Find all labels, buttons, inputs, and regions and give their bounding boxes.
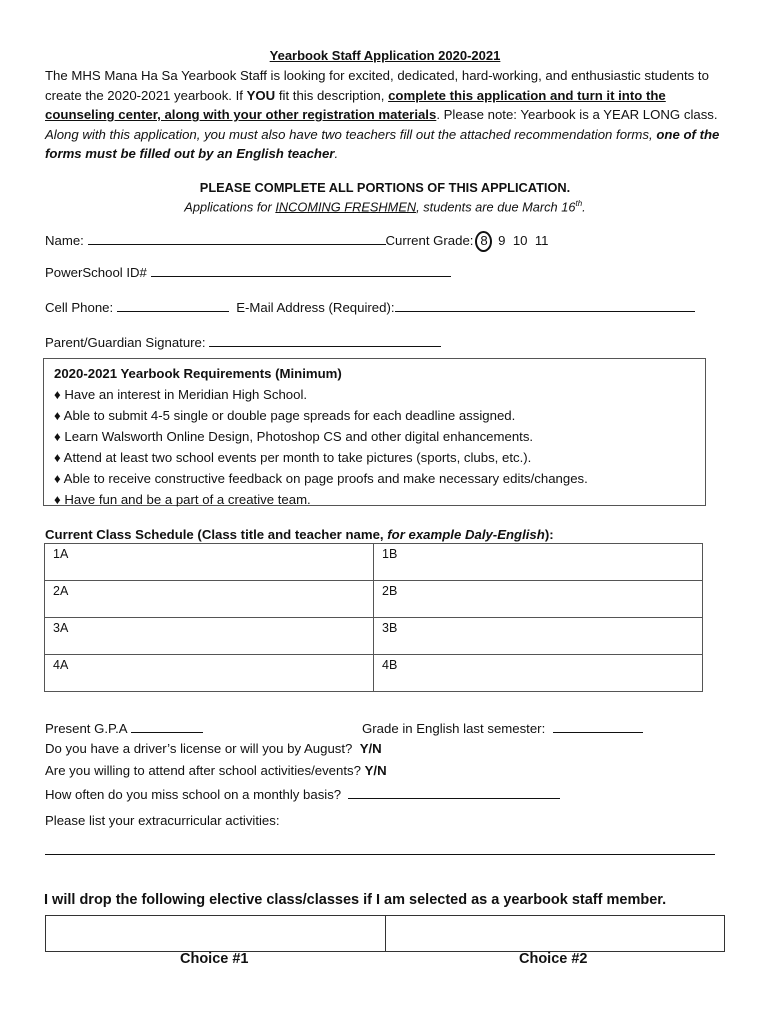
elective-choice-table [45,915,725,952]
miss-school-field[interactable] [348,785,560,799]
email-field[interactable] [395,298,695,312]
english-grade-field[interactable] [553,719,643,733]
elective-drop-heading: I will drop the following elective class/classes if I am selected as a yearbook staff member. [44,892,667,908]
schedule-cell-3b[interactable]: 3B [374,618,703,655]
english-grade-row [362,719,643,736]
license-row [45,741,382,756]
grade-option-9[interactable]: 9 [498,233,506,248]
gpa-row [45,719,203,736]
extracurricular-field[interactable] [45,842,715,855]
license-answer-options[interactable]: Y/N [359,741,382,756]
schedule-cell-3a[interactable]: 3A [45,618,374,655]
name-row [45,231,549,252]
intro-english-teacher-note: one of the forms must be filled out by an English teacher [45,126,720,161]
gpa-field[interactable] [131,719,203,733]
after-school-question: Are you willing to attend after school activities/events? [45,763,361,778]
email-label: E-Mail Address (Required): [236,300,395,315]
requirement-item: ♦ Attend at least two school events per month to take pictures (sports, clubs, etc.). [54,450,532,465]
requirement-item: ♦ Have an interest in Meridian High School. [54,387,308,402]
grade-option-11[interactable]: 11 [534,233,549,248]
miss-school-row [45,785,560,802]
grade-label: Current Grade: [385,233,474,248]
schedule-cell-2a[interactable]: 2A [45,581,374,618]
choice-2-field[interactable] [385,916,725,952]
table-row [45,655,703,692]
schedule-cell-1a[interactable]: 1A [45,544,374,581]
schedule-cell-2b[interactable]: 2B [374,581,703,618]
table-row [45,581,703,618]
complete-all-notice: PLEASE COMPLETE ALL PORTIONS OF THIS APPLICATION. [199,180,571,195]
intro-text-1: The MHS Mana Ha Sa Yearbook Staff is looking for excited, dedicated, hard-working, and enthusiastic students to create the 2020-2021 yearbook. If [45,68,709,103]
after-school-answer-options[interactable]: Y/N [364,763,387,778]
miss-school-question: How often do you miss school on a monthly basis? [45,787,342,802]
schedule-table [44,543,703,692]
diamond-bullet-icon: ♦ [54,450,61,465]
powerschool-row [45,263,451,280]
parent-signature-row [45,333,441,350]
requirement-item: ♦ Learn Walsworth Online Design, Photoshop CS and other digital enhancements. [54,429,534,444]
after-school-row [45,763,387,778]
schedule-cell-4b[interactable]: 4B [374,655,703,692]
table-row [45,544,703,581]
cell-phone-label: Cell Phone: [45,300,114,315]
diamond-bullet-icon: ♦ [54,492,61,507]
form-title: Yearbook Staff Application 2020-2021 [269,48,501,63]
diamond-bullet-icon: ♦ [54,429,61,444]
schedule-cell-1b[interactable]: 1B [374,544,703,581]
contact-row [45,298,695,315]
english-grade-label: Grade in English last semester: [362,721,546,736]
grade-option-8-selected[interactable]: 8 [475,231,492,252]
due-date-notice: Applications for INCOMING FRESHMEN, students are due March 16th. [184,199,586,215]
intro-turn-in-instruction: complete this application and turn it into the counseling center, along with your other registration materials [45,87,666,122]
name-field[interactable] [88,231,386,245]
gpa-label: Present G.P.A [45,721,127,736]
table-row [45,618,703,655]
diamond-bullet-icon: ♦ [54,471,61,486]
requirement-item: ♦ Able to receive constructive feedback on page proofs and make necessary edits/changes. [54,471,588,486]
schedule-cell-4a[interactable]: 4A [45,655,374,692]
intro-text-2: fit this description, [275,87,389,103]
schedule-heading: Current Class Schedule (Class title and teacher name, for example Daly-English): [45,527,554,542]
grade-option-10[interactable]: 10 [512,233,528,248]
intro-recommendation-note: Along with this application, you must also have two teachers fill out the attached recommendation forms, [45,126,657,142]
choice-1-label: Choice #1 [180,951,249,967]
requirement-item: ♦ Have fun and be a part of a creative team. [54,492,311,507]
name-label: Name: [45,233,84,248]
extracurricular-label: Please list your extracurricular activities: [45,813,280,828]
requirements-heading: 2020-2021 Yearbook Requirements (Minimum) [54,366,342,381]
parent-signature-label: Parent/Guardian Signature: [45,335,206,350]
diamond-bullet-icon: ♦ [54,408,61,423]
parent-signature-field[interactable] [209,333,441,347]
powerschool-field[interactable] [151,263,451,277]
choice-2-label: Choice #2 [519,951,588,967]
diamond-bullet-icon: ♦ [54,387,61,402]
license-question: Do you have a driver’s license or will you by August? [45,741,353,756]
choice-1-field[interactable] [46,916,386,952]
cell-phone-field[interactable] [117,298,229,312]
requirements-box [43,358,706,506]
intro-paragraph: The MHS Mana Ha Sa Yearbook Staff is looking for excited, dedicated, hard-working, and enthusiastic students to create the 2020-2021 yearbook. If YOU fit this description, complete this application and turn it into the counseling center, along with your other registration materials. Please note: Yearbook is a YEAR LONG class. Along with this application, you must also have two teachers fill out the attached recommendation forms, one of the forms must be filled out by an English teacher. [45,68,720,161]
powerschool-label: PowerSchool ID# [45,265,147,280]
table-row [46,916,725,952]
intro-you: YOU [246,87,276,103]
intro-text-3: . Please note: Yearbook is a YEAR LONG class. [436,107,718,122]
requirement-item: ♦ Able to submit 4-5 single or double page spreads for each deadline assigned. [54,408,516,423]
